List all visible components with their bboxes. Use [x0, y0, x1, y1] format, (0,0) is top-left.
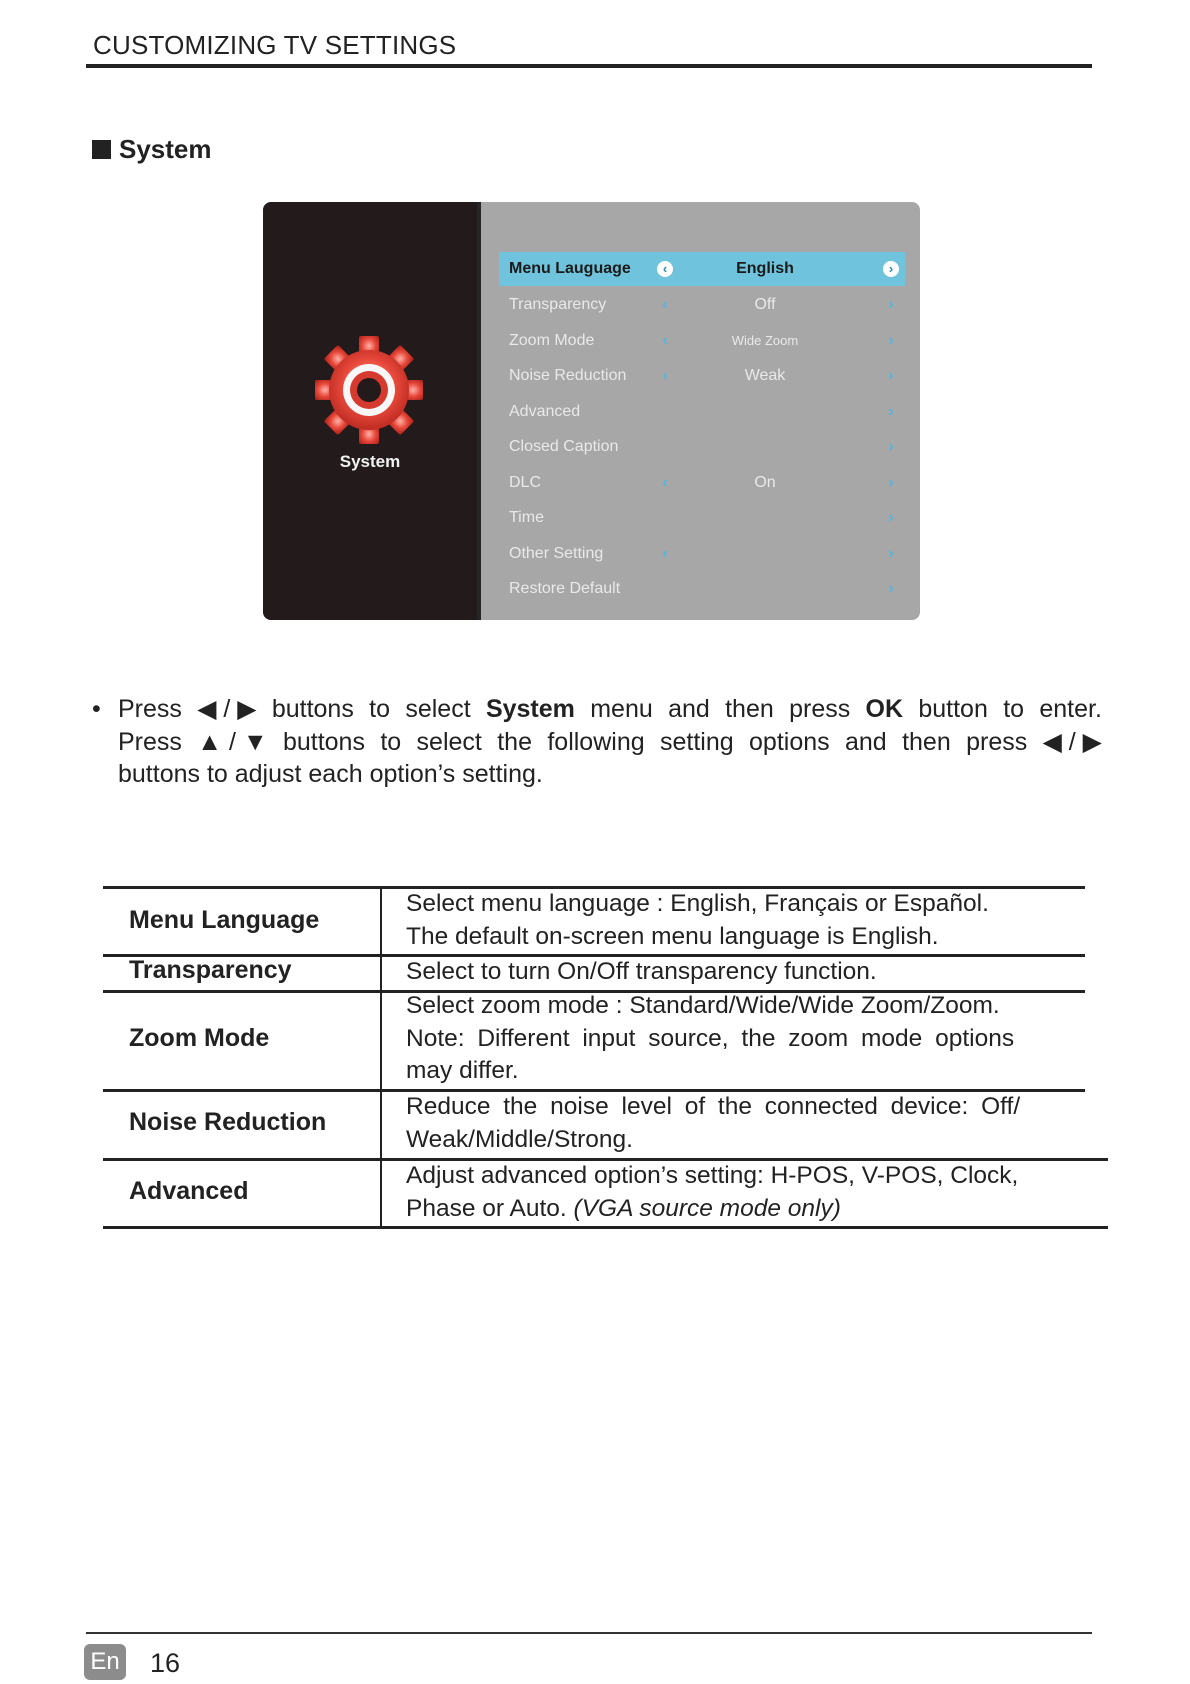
section-heading	[92, 134, 212, 165]
page-number: 16	[150, 1648, 181, 1678]
chevron-right-icon[interactable]: ›	[888, 402, 894, 420]
tv-menu-list	[499, 252, 905, 607]
tv-menu-item-label: Advanced	[509, 402, 581, 420]
tv-menu-item-advanced[interactable]	[499, 394, 905, 430]
tv-menu-item-label: Zoom Mode	[509, 331, 595, 349]
chevron-right-icon[interactable]: ›	[888, 331, 894, 349]
tv-menu-item-zoom-mode[interactable]	[499, 323, 905, 359]
tv-menu-item-other-setting[interactable]	[499, 536, 905, 572]
left-right-arrows-icon: ◀ / ▶	[197, 695, 257, 723]
tv-menu-item-label: Restore Default	[509, 580, 621, 598]
tv-menu-item-menu-language[interactable]	[499, 252, 905, 286]
chevron-left-icon[interactable]: ‹	[662, 296, 668, 314]
table-column-rule	[380, 886, 382, 1228]
instructions	[92, 693, 1102, 791]
chevron-right-icon[interactable]: ›	[888, 509, 894, 527]
tv-menu-divider	[477, 202, 481, 620]
table-row-label: Menu Language	[129, 906, 320, 934]
language-badge: En	[84, 1644, 126, 1680]
footer-rule	[86, 1632, 1092, 1634]
tv-menu-item-label: Time	[509, 509, 544, 527]
tv-menu-item-label: Noise Reduction	[509, 367, 627, 385]
page-header: CUSTOMIZING TV SETTINGS	[93, 30, 457, 60]
tv-menu-category-label: System	[339, 452, 401, 471]
table-row-description: Select to turn On/Off transparency function.	[406, 958, 877, 985]
tv-menu-item-label: Transparency	[509, 296, 607, 314]
tv-menu-item-restore-default[interactable]	[499, 572, 905, 608]
chevron-right-icon[interactable]: ›	[888, 580, 894, 598]
tv-menu-item-value: Off	[754, 296, 776, 314]
tv-menu-item-dlc[interactable]	[499, 465, 905, 501]
left-right-arrows-icon: ◀ / ▶	[1042, 727, 1102, 756]
table-row-note: (VGA source mode only)	[573, 1194, 841, 1222]
chevron-right-icon[interactable]: ›	[888, 544, 894, 562]
table-row-label: Noise Reduction	[129, 1108, 327, 1136]
chevron-left-icon[interactable]: ‹	[662, 367, 668, 385]
instruction-line-3: buttons to adjust each option’s setting.	[118, 760, 543, 788]
chevron-left-icon[interactable]: ‹	[662, 331, 668, 349]
chevron-left-icon[interactable]: ‹	[657, 261, 673, 277]
chevron-left-icon[interactable]: ‹	[662, 473, 668, 491]
chevron-right-icon[interactable]: ›	[888, 367, 894, 385]
tv-menu-item-value: Weak	[744, 367, 786, 385]
instruction-line-1: Press ◀ / ▶ buttons to select System menu and then press OK button to enter.	[118, 693, 1102, 726]
tv-menu-item-closed-caption[interactable]	[499, 430, 905, 466]
tv-menu-item-value: Wide Zoom	[731, 333, 799, 349]
tv-menu-item-value: On	[754, 473, 776, 491]
table-row-label: Zoom Mode	[129, 1024, 270, 1052]
table-row-label: Transparency	[129, 956, 292, 984]
tv-menu-item-label: DLC	[509, 473, 542, 491]
tv-menu-item-value: English	[736, 260, 794, 277]
instruction-line-2: Press ▲ / ▼ buttons to select the following setting options and then press ◀ / ▶	[118, 726, 1102, 759]
tv-menu-left-panel	[263, 202, 477, 620]
tv-menu-item-noise-reduction[interactable]	[499, 359, 905, 395]
table-row-description: Reduce the noise level of the connected device: Off/ Weak/Middle/Strong.	[406, 1093, 1021, 1153]
table-row-description: Select zoom mode : Standard/Wide/Wide Zoom/Zoom. Note: Different input source, the zoom mode options may differ.	[406, 992, 1015, 1084]
chevron-right-icon[interactable]: ›	[883, 261, 899, 277]
chevron-right-icon[interactable]: ›	[888, 296, 894, 314]
tv-menu-item-label: Other Setting	[509, 544, 604, 562]
bullet-icon: •	[92, 695, 101, 723]
tv-menu-item-time[interactable]	[499, 501, 905, 537]
up-down-arrows-icon: ▲ / ▼	[197, 727, 268, 756]
chevron-left-icon[interactable]: ‹	[662, 544, 668, 562]
tv-menu-item-label: Menu Lauguage	[509, 260, 631, 277]
table-row-description: Select menu language : English, Français or Español. The default on-screen menu language is English.	[406, 890, 989, 950]
tv-menu-screenshot	[263, 202, 920, 620]
header-rule	[86, 64, 1092, 68]
tv-menu-item-transparency[interactable]	[499, 288, 905, 324]
gear-icon	[313, 334, 425, 446]
tv-menu-item-label: Closed Caption	[509, 438, 619, 456]
table-rule	[103, 1226, 1108, 1229]
square-bullet-icon	[92, 140, 111, 159]
chevron-right-icon[interactable]: ›	[888, 473, 894, 491]
table-row-label: Advanced	[129, 1177, 249, 1205]
section-title: System	[119, 134, 212, 164]
table-row-description: Adjust advanced option’s setting: H-POS, V-POS, Clock, Phase or Auto. (VGA source mode only)	[406, 1162, 1019, 1222]
chevron-right-icon[interactable]: ›	[888, 438, 894, 456]
